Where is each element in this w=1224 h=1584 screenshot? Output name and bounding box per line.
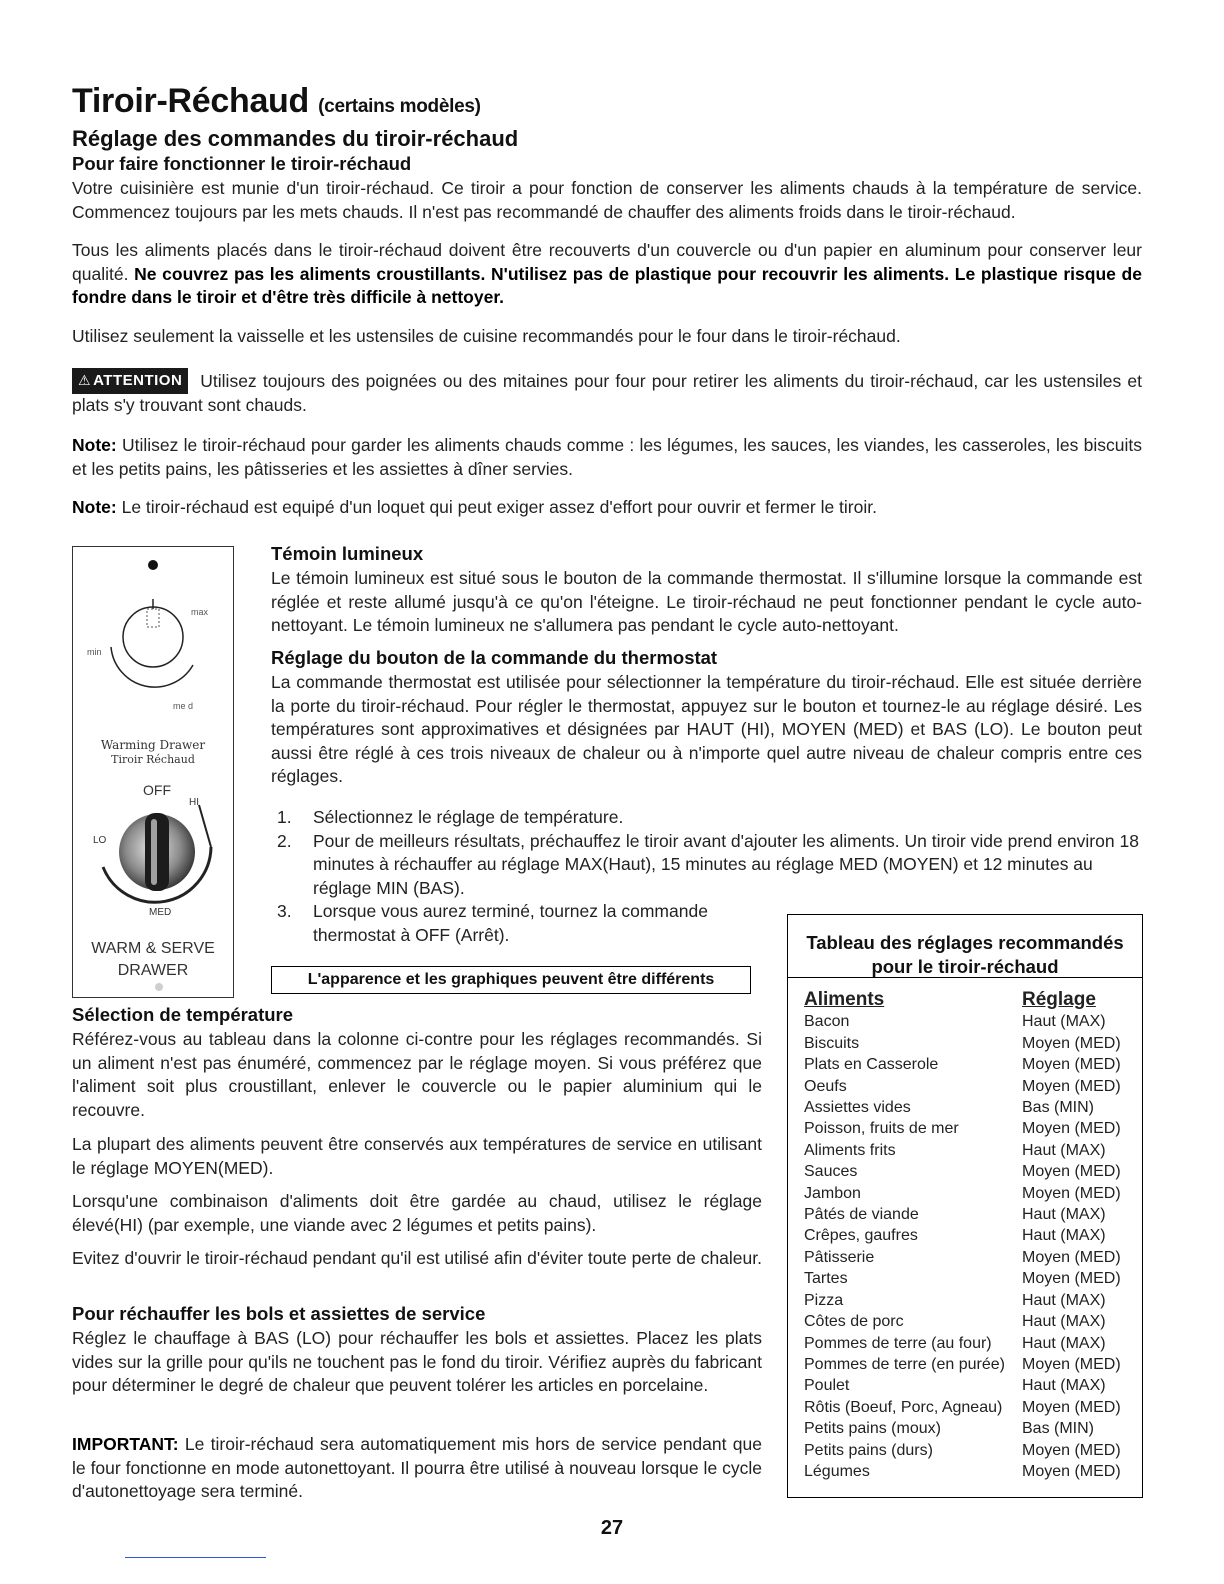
list-item	[271, 806, 1142, 830]
food-cell: Biscuits	[804, 1034, 860, 1052]
food-cell: Pommes de terre (en purée)	[804, 1355, 1005, 1373]
table-row	[804, 1397, 1134, 1418]
setting-cell: Haut (MAX)	[1022, 1141, 1106, 1159]
selection-heading: Sélection de température	[72, 1004, 294, 1025]
setting-cell: Moyen (MED)	[1022, 1248, 1121, 1266]
operate-paragraph-2-warning: Ne couvrez pas les aliments croustillants. N'utilisez pas de plastique pour recouvrir les aliments. Le plastique risque de fondre dans le tiroir et d'être très difficile à nettoyer.	[72, 263, 1142, 307]
warming-drawer-knob-icon	[103, 805, 221, 902]
selection-paragraph-3: Lorsqu'une combinaison d'aliments doit être gardée au chaud, utilisez le réglage élevé(HI) (par exemple, une viande avec 2 légumes et petits pains).	[72, 1191, 762, 1235]
knob2-lo-label: LO	[93, 835, 107, 846]
table-body	[804, 989, 1134, 1482]
table-title-line-1: Tableau des réglages recommandés	[806, 932, 1124, 953]
setting-cell: Moyen (MED)	[1022, 1398, 1121, 1416]
attention-badge	[72, 368, 188, 394]
table-row	[804, 1440, 1134, 1461]
setting-cell: Moyen (MED)	[1022, 1034, 1121, 1052]
step-text: Lorsque vous aurez terminé, tournez la commande thermostat à OFF (Arrêt).	[313, 901, 708, 945]
table-row	[804, 1033, 1134, 1054]
food-cell: Légumes	[804, 1462, 870, 1480]
food-cell: Assiettes vides	[804, 1099, 911, 1117]
step-number: 3.	[277, 901, 292, 921]
food-cell: Pommes de terre (au four)	[804, 1334, 992, 1352]
column-header-setting: Réglage	[1022, 989, 1096, 1010]
food-cell: Pizza	[804, 1291, 844, 1309]
column-header-food: Aliments	[804, 989, 885, 1010]
step-number: 2.	[277, 830, 292, 851]
note-2-text: Le tiroir-réchaud est equipé d'un loquet qui peut exiger assez d'effort pour ouvrir et fermer le tiroir.	[121, 497, 877, 517]
table-row	[804, 1225, 1134, 1246]
table-row	[804, 1140, 1134, 1161]
table-row	[804, 1375, 1134, 1396]
table-row	[804, 1204, 1134, 1225]
setting-cell: Moyen (MED)	[1022, 1120, 1121, 1138]
setting-cell: Haut (MAX)	[1022, 1313, 1106, 1331]
selection-paragraph-1: Référez-vous au tableau dans la colonne ci-contre pour les réglages recommandés. Si un aliment n'est pas énuméré, commencez par le réglage moyen. Si vous préférez que l'aliment soit plus croustillant, enlever le couvercle ou le papier aluminium qui le recouvre.	[72, 1029, 762, 1120]
table-row	[804, 1097, 1134, 1118]
table-header-row	[804, 989, 1134, 1010]
food-cell: Jambon	[804, 1184, 861, 1202]
panel-light-icon	[155, 983, 163, 991]
control-panel-illustration	[72, 546, 234, 998]
table-row	[804, 1311, 1134, 1332]
thermostat-knob-icon	[111, 599, 193, 687]
control-panel-drawing	[73, 547, 233, 997]
table-row	[804, 1076, 1134, 1097]
table-row	[804, 1461, 1134, 1482]
table-row	[804, 1268, 1134, 1289]
setting-cell: Haut (MAX)	[1022, 1227, 1106, 1245]
food-cell: Pâtés de viande	[804, 1206, 919, 1224]
thermostat-text: La commande thermostat est utilisée pour sélectionner la température du tiroir-réchaud. Elle est située derrière la porte du tiroir-réchaud. Pour régler le thermostat, appuyez sur le bouton et tournez-le au réglage désiré. Les températures sont approximatives et désignées par HAUT (HI), MOYEN (MED) et BAS (LO). Le bouton peut aussi être réglé à ces trois niveaux de chaleur ou à n'importe quel autre niveau de chaleur compris entre ces réglages.	[271, 672, 1142, 786]
warning-triangle-icon: ⚠	[78, 372, 92, 388]
table-row	[804, 1118, 1134, 1139]
panel-footer-line-2: DRAWER	[117, 962, 189, 979]
panel-label-en: Warming Drawer	[100, 738, 206, 752]
food-cell: Tartes	[804, 1270, 848, 1288]
setting-cell: Moyen (MED)	[1022, 1270, 1121, 1288]
setting-cell: Haut (MAX)	[1022, 1206, 1106, 1224]
footer-rule	[125, 1557, 266, 1558]
table-row	[804, 1333, 1134, 1354]
attention-text: Utilisez toujours des poignées ou des mitaines pour four pour retirer les aliments du tiroir-réchaud, car les ustensiles et plats s'y trouvant sont chauds.	[72, 371, 1142, 415]
table-row	[804, 1011, 1134, 1032]
plates-paragraph: Réglez le chauffage à BAS (LO) pour réchauffer les bols et assiettes. Placez les plats vides sur la grille pour qu'ils ne touchent pas le fond du tiroir. Vérifiez auprès du fabricant pour déterminer le degré de chaleur que peuvent tolérer les articles en porcelaine.	[72, 1328, 762, 1395]
food-cell: Côtes de porc	[804, 1313, 904, 1331]
table-row	[804, 1054, 1134, 1075]
table-row	[804, 1290, 1134, 1311]
knob2-med-label: MED	[149, 907, 172, 918]
food-cell: Sauces	[804, 1163, 858, 1181]
panel-footer-line-1: WARM & SERVE	[91, 940, 215, 957]
setting-cell: Moyen (MED)	[1022, 1163, 1121, 1181]
table-title	[788, 915, 1142, 978]
step-number: 1.	[277, 807, 292, 827]
knob2-hi-label: HI	[189, 797, 199, 808]
section-heading: Réglage des commandes du tiroir-réchaud	[72, 126, 519, 151]
operate-paragraph-3: Utilisez seulement la vaisselle et les ustensiles de cuisine recommandés pour le four dans le tiroir-réchaud.	[72, 326, 901, 346]
setting-cell: Moyen (MED)	[1022, 1441, 1121, 1459]
list-item	[271, 830, 1142, 901]
table-row	[804, 1354, 1134, 1375]
attention-paragraph	[72, 368, 1142, 417]
panel-label-fr: Tiroir Réchaud	[111, 753, 195, 766]
step-text: Sélectionnez le réglage de température.	[313, 807, 624, 827]
note-1	[72, 434, 1142, 481]
table-row	[804, 1247, 1134, 1268]
settings-table	[787, 914, 1143, 1498]
food-cell: Rôtis (Boeuf, Porc, Agneau)	[804, 1398, 1003, 1416]
note-2-label: Note:	[72, 497, 117, 517]
food-cell: Petits pains (durs)	[804, 1441, 933, 1459]
operate-paragraph-1: Votre cuisinière est munie d'un tiroir-réchaud. Ce tiroir a pour fonction de conserver les aliments chauds à la température de service. Commencez toujours par les mets chauds. Il n'est pas recommandé de chauffer des aliments froids dans le tiroir-réchaud.	[72, 178, 1142, 222]
setting-cell: Bas (MIN)	[1022, 1099, 1094, 1117]
operate-paragraph-2-normal: Tous les aliments placés dans le tiroir-réchaud doivent être recouverts d'un couvercle ou d'un papier en aluminum pour conserver leur qualité.	[72, 240, 1142, 284]
important-label: IMPORTANT:	[72, 1434, 179, 1454]
setting-cell: Moyen (MED)	[1022, 1462, 1121, 1480]
thermostat-heading: Réglage du bouton de la commande du thermostat	[271, 647, 718, 668]
food-cell: Pâtisserie	[804, 1248, 875, 1266]
attention-label: ATTENTION	[93, 372, 183, 389]
food-cell: Aliments frits	[804, 1141, 896, 1159]
setting-cell: Haut (MAX)	[1022, 1013, 1106, 1031]
table-row	[804, 1418, 1134, 1439]
important-text: Le tiroir-réchaud sera automatiquement mis hors de service pendant que le four fonctionne en mode autonettoyant. Il pourra être utilisé à nouveau lorsque le cycle d'autonettoyage sera terminé.	[72, 1434, 762, 1501]
table-title-line-2: pour le tiroir-réchaud	[871, 956, 1059, 977]
knob1-med-label: me d	[173, 701, 194, 711]
indicator-heading: Témoin lumineux	[271, 543, 424, 564]
food-cell: Petits pains (moux)	[804, 1420, 941, 1438]
food-cell: Poulet	[804, 1377, 850, 1395]
food-cell: Bacon	[804, 1013, 850, 1031]
indicator-text: Le témoin lumineux est situé sous le bouton de la commande thermostat. Il s'illumine lorsque la commande est réglée et reste allumé jusqu'à ce qu'on l'éteigne. Le tiroir-réchaud ne peut fonctionner pendant le cycle auto-nettoyant. Le témoin lumineux ne s'allumera pas pendant le cycle auto-nettoyant.	[271, 568, 1142, 635]
table-row	[804, 1183, 1134, 1204]
setting-cell: Haut (MAX)	[1022, 1291, 1106, 1309]
knob1-max-label: max	[191, 607, 209, 617]
food-cell: Oeufs	[804, 1077, 847, 1095]
setting-cell: Haut (MAX)	[1022, 1334, 1106, 1352]
title-main: Tiroir-Réchaud	[72, 82, 309, 120]
note-2	[72, 496, 1142, 520]
table-row	[804, 1161, 1134, 1182]
setting-cell: Moyen (MED)	[1022, 1077, 1121, 1095]
setting-cell: Bas (MIN)	[1022, 1420, 1094, 1438]
operate-heading: Pour faire fonctionner le tiroir-réchaud	[72, 153, 412, 174]
table-rows	[804, 1011, 1134, 1482]
important-paragraph	[72, 1433, 762, 1504]
list-item	[271, 900, 723, 947]
setting-cell: Moyen (MED)	[1022, 1355, 1121, 1373]
food-cell: Crêpes, gaufres	[804, 1227, 918, 1245]
operate-paragraph-2	[72, 239, 1142, 310]
setting-cell: Haut (MAX)	[1022, 1377, 1106, 1395]
step-text: Pour de meilleurs résultats, préchauffez le tiroir avant d'ajouter les aliments. Un tiroir vide prend environ 18 minutes à réchauffer au réglage MAX(Haut), 15 minutes au réglage MED (MOYEN) et 12 minutes au réglage MIN (BAS).	[313, 830, 1139, 898]
setting-cell: Moyen (MED)	[1022, 1184, 1121, 1202]
disclaimer-box: L'apparence et les graphiques peuvent être différents	[271, 966, 751, 994]
indicator-light-icon	[148, 560, 158, 570]
selection-paragraph-2: La plupart des aliments peuvent être conservés aux températures de service en utilisant le réglage MOYEN(MED).	[72, 1134, 762, 1178]
page-number: 27	[600, 1517, 624, 1539]
page-title	[72, 82, 481, 121]
food-cell: Poisson, fruits de mer	[804, 1120, 959, 1138]
plates-heading: Pour réchauffer les bols et assiettes de service	[72, 1303, 486, 1324]
title-suffix: (certains modèles)	[318, 96, 481, 117]
knob2-off-label: OFF	[143, 782, 171, 798]
note-1-label: Note:	[72, 435, 117, 455]
knob1-min-label: min	[87, 647, 102, 657]
note-1-text: Utilisez le tiroir-réchaud pour garder les aliments chauds comme : les légumes, les sauces, les viandes, les casseroles, les biscuits et les petits pains, les pâtisseries et les assiettes à dîner servies.	[72, 435, 1142, 479]
selection-paragraph-4: Evitez d'ouvrir le tiroir-réchaud pendant qu'il est utilisé afin d'éviter toute perte de chaleur.	[72, 1248, 762, 1268]
setting-cell: Moyen (MED)	[1022, 1056, 1121, 1074]
food-cell: Plats en Casserole	[804, 1056, 939, 1074]
